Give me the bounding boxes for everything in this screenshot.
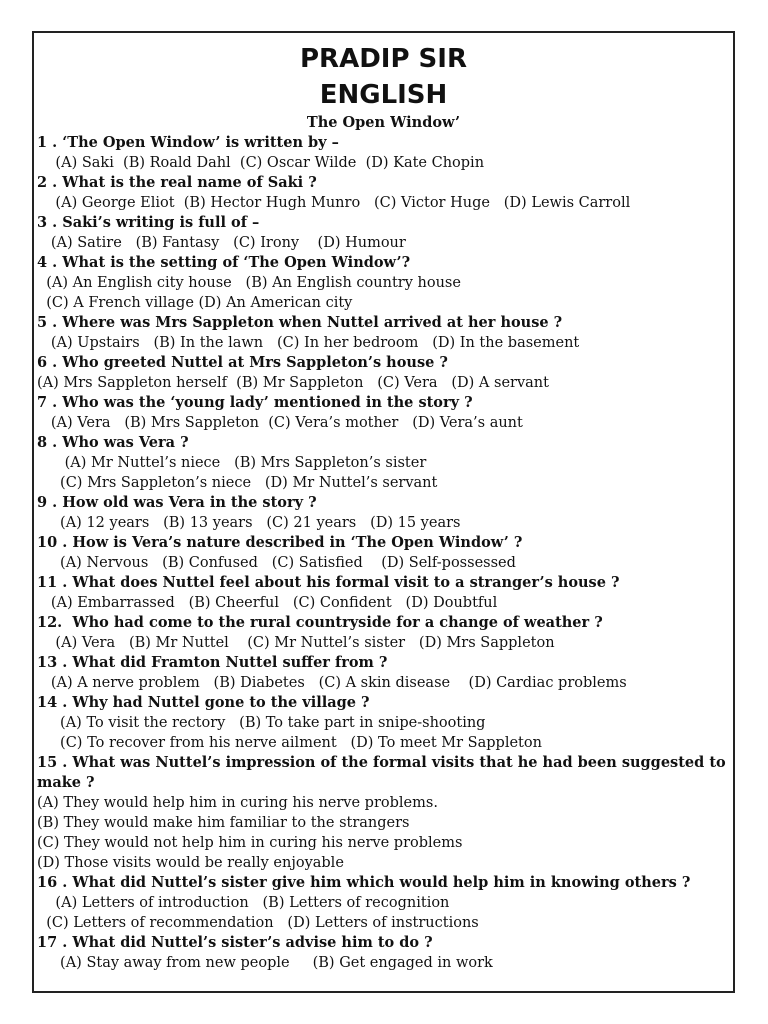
question-line: 9 . How old was Vera in the story ? — [37, 494, 317, 511]
option-line: (A) Mrs Sappleton herself (B) Mr Sappleton (C) Vera (D) A servant — [37, 375, 549, 391]
option-line: (C) To recover from his nerve ailment (D) To meet Mr Sappleton — [37, 735, 542, 751]
option-line: (D) Those visits would be really enjoyable — [37, 855, 344, 871]
option-line: (A) Saki (B) Roald Dahl (C) Oscar Wilde (D) Kate Chopin — [37, 155, 485, 171]
question-line: 1 . ‘The Open Window’ is written by – — [37, 134, 339, 151]
option-line: (C) A French village (D) An American city — [37, 295, 353, 311]
question-line: 4 . What is the setting of ‘The Open Window’? — [37, 254, 411, 271]
question-line: 13 . What did Framton Nuttel suffer from ? — [37, 654, 388, 671]
question-list — [34, 133, 733, 973]
option-line: (A) Letters of introduction (B) Letters of recognition — [37, 895, 450, 911]
option-line: (A) To visit the rectory (B) To take part in snipe-shooting — [37, 715, 486, 731]
question-line: 16 . What did Nuttel’s sister give him which would help him in knowing others ? — [37, 874, 691, 891]
option-line: (B) They would make him familiar to the strangers — [37, 815, 410, 831]
worksheet-subtitle: The Open Window’ — [306, 114, 461, 131]
option-line: (A) Nervous (B) Confused (C) Satisfied (D) Self-possessed — [37, 555, 516, 571]
option-line: (A) Embarrassed (B) Cheerful (C) Confident (D) Doubtful — [37, 595, 498, 611]
worksheet-page — [32, 31, 735, 993]
option-line: (A) Vera (B) Mr Nuttel (C) Mr Nuttel’s sister (D) Mrs Sappleton — [37, 635, 555, 651]
question-line: 7 . Who was the ‘young lady’ mentioned in the story ? — [37, 394, 473, 411]
question-line: 11 . What does Nuttel feel about his formal visit to a stranger’s house ? — [37, 574, 620, 591]
question-line: 12. Who had come to the rural countryside for a change of weather ? — [37, 614, 603, 631]
option-line: (A) Stay away from new people (B) Get engaged in work — [37, 955, 493, 971]
option-line: (C) Letters of recommendation (D) Letters of instructions — [37, 915, 479, 931]
option-line: (A) Mr Nuttel’s niece (B) Mrs Sappleton’s sister — [37, 455, 427, 471]
option-line: (C) Mrs Sappleton’s niece (D) Mr Nuttel’s servant — [37, 475, 438, 491]
question-line: 8 . Who was Vera ? — [37, 434, 189, 451]
option-line: (A) 12 years (B) 13 years (C) 21 years (D) 15 years — [37, 515, 461, 531]
question-line: 3 . Saki’s writing is full of – — [37, 214, 260, 231]
option-line: (A) Vera (B) Mrs Sappleton (C) Vera’s mother (D) Vera’s aunt — [37, 415, 523, 431]
page-title-line-1: PRADIP SIR — [300, 44, 467, 74]
option-line: (A) George Eliot (B) Hector Hugh Munro (C) Victor Huge (D) Lewis Carroll — [37, 195, 631, 211]
question-line: 15 . What was Nuttel’s impression of the formal visits that he had been suggested to make ? — [37, 754, 726, 791]
option-line: (C) They would not help him in curing his nerve problems — [37, 835, 463, 851]
option-line: (A) Upstairs (B) In the lawn (C) In her bedroom (D) In the basement — [37, 335, 580, 351]
question-line: 10 . How is Vera’s nature described in ‘The Open Window’ ? — [37, 534, 523, 551]
question-line: 5 . Where was Mrs Sappleton when Nuttel arrived at her house ? — [37, 314, 563, 331]
question-line: 6 . Who greeted Nuttel at Mrs Sappleton’s house ? — [37, 354, 448, 371]
question-line: 2 . What is the real name of Saki ? — [37, 174, 317, 191]
option-line: (A) They would help him in curing his nerve problems. — [37, 795, 438, 811]
question-line: 17 . What did Nuttel’s sister’s advise him to do ? — [37, 934, 433, 951]
option-line: (A) An English city house (B) An English country house — [37, 275, 461, 291]
option-line: (A) A nerve problem (B) Diabetes (C) A skin disease (D) Cardiac problems — [37, 675, 627, 691]
question-line: 14 . Why had Nuttel gone to the village ? — [37, 694, 370, 711]
option-line: (A) Satire (B) Fantasy (C) Irony (D) Humour — [37, 235, 406, 251]
page-title-line-2: ENGLISH — [319, 80, 448, 110]
